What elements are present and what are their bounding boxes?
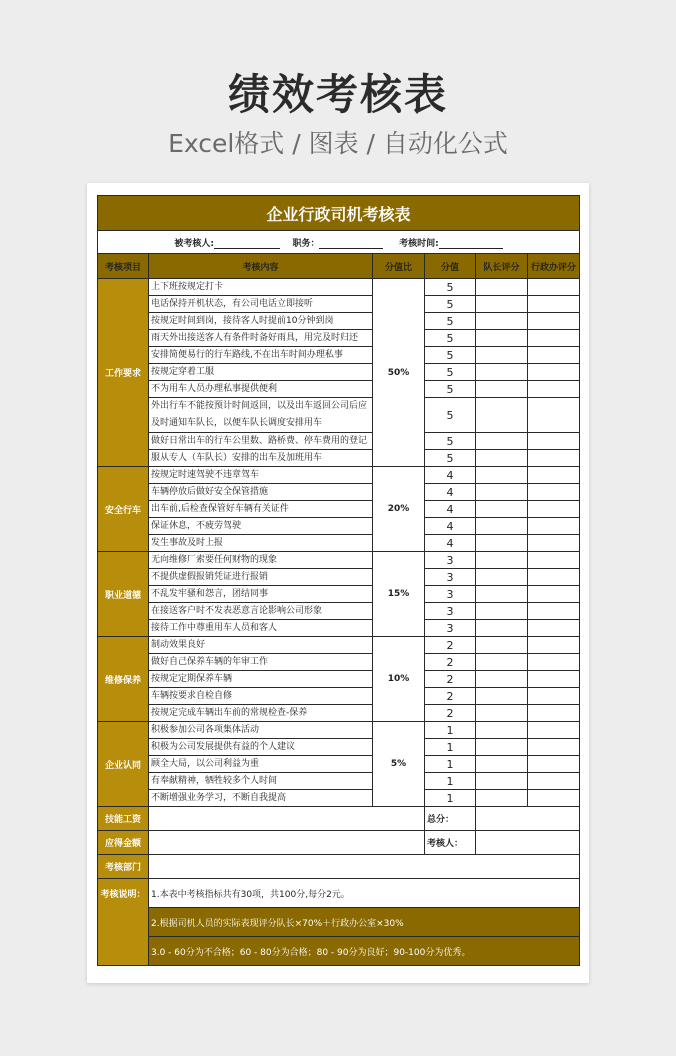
captain-score-input[interactable] — [476, 654, 528, 671]
admin-score-input[interactable] — [528, 433, 580, 450]
score-cell: 4 — [425, 535, 476, 552]
captain-score-input[interactable] — [476, 671, 528, 688]
spreadsheet-card — [87, 183, 589, 983]
header-admin-score: 行政办评分 — [528, 254, 580, 279]
admin-score-input[interactable] — [528, 313, 580, 330]
note-2: 2.根据司机人员的实际表现评分队长×70%＋行政办公室×30% — [149, 908, 580, 937]
score-cell: 3 — [425, 552, 476, 569]
score-cell: 2 — [425, 637, 476, 654]
hero-title: 绩效考核表 — [227, 70, 448, 119]
content-cell: 按规定穿着工服 — [149, 364, 373, 381]
date-label: 考核时间: — [399, 238, 439, 249]
content-cell: 制动效果良好 — [149, 637, 373, 654]
score-cell: 1 — [425, 739, 476, 756]
score-cell: 1 — [425, 773, 476, 790]
captain-score-input[interactable] — [476, 347, 528, 364]
content-cell: 不乱发牢骚和怨言，团结同事 — [149, 586, 373, 603]
header-ratio: 分值比 — [373, 254, 425, 279]
category-cell: 职业道德 — [98, 552, 149, 637]
table-row — [98, 603, 580, 620]
table-row — [98, 518, 580, 535]
table-row — [98, 705, 580, 722]
score-cell: 3 — [425, 569, 476, 586]
assessee-label: 被考核人: — [174, 238, 214, 249]
score-cell: 2 — [425, 654, 476, 671]
assessor-value[interactable] — [476, 831, 580, 855]
captain-score-input[interactable] — [476, 552, 528, 569]
admin-score-input[interactable] — [528, 586, 580, 603]
table-row — [98, 364, 580, 381]
category-cell: 安全行车 — [98, 467, 149, 552]
admin-score-input[interactable] — [528, 364, 580, 381]
captain-score-input[interactable] — [476, 705, 528, 722]
score-cell: 1 — [425, 756, 476, 773]
table-row — [98, 773, 580, 790]
table-row — [98, 552, 580, 569]
score-cell: 2 — [425, 688, 476, 705]
admin-score-input[interactable] — [528, 671, 580, 688]
admin-score-input[interactable] — [528, 773, 580, 790]
admin-score-input[interactable] — [528, 705, 580, 722]
assessment-table — [97, 195, 580, 966]
content-cell: 车辆停放后做好安全保管措施 — [149, 484, 373, 501]
admin-score-input[interactable] — [528, 501, 580, 518]
table-row — [98, 688, 580, 705]
summary-row — [98, 879, 580, 908]
score-cell: 1 — [425, 722, 476, 739]
ratio-cell: 15% — [373, 552, 425, 637]
header-score: 分值 — [425, 254, 476, 279]
admin-score-input[interactable] — [528, 756, 580, 773]
score-cell: 5 — [425, 433, 476, 450]
content-cell: 做好自己保养车辆的年审工作 — [149, 654, 373, 671]
score-cell: 5 — [425, 330, 476, 347]
content-cell: 有奉献精神，牺牲较多个人时间 — [149, 773, 373, 790]
score-cell: 1 — [425, 790, 476, 807]
department-label: 考核部门 — [98, 855, 149, 879]
notes-label: 考核说明： — [98, 879, 149, 966]
content-cell: 按规定定期保养车辆 — [149, 671, 373, 688]
total-value[interactable] — [476, 807, 580, 831]
score-cell: 5 — [425, 296, 476, 313]
table-row — [98, 569, 580, 586]
skill-wage-value[interactable] — [149, 807, 425, 831]
admin-score-input[interactable] — [528, 381, 580, 398]
captain-score-input[interactable] — [476, 501, 528, 518]
table-row — [98, 790, 580, 807]
ratio-cell: 5% — [373, 722, 425, 807]
table-row — [98, 467, 580, 484]
table-row — [98, 586, 580, 603]
admin-score-input[interactable] — [528, 654, 580, 671]
ratio-cell: 50% — [373, 279, 425, 467]
admin-score-input[interactable] — [528, 467, 580, 484]
content-cell: 保证休息，不疲劳驾驶 — [149, 518, 373, 535]
content-cell: 按规定时间到岗，接待客人时提前10分钟到岗 — [149, 313, 373, 330]
score-cell: 5 — [425, 313, 476, 330]
captain-score-input[interactable] — [476, 586, 528, 603]
table-row — [98, 535, 580, 552]
summary-row — [98, 855, 580, 879]
admin-score-input[interactable] — [528, 296, 580, 313]
captain-score-input[interactable] — [476, 381, 528, 398]
table-row — [98, 398, 580, 433]
sheet-title: 企业行政司机考核表 — [98, 196, 580, 231]
content-cell: 发生事故及时上报 — [149, 535, 373, 552]
admin-score-input[interactable] — [528, 790, 580, 807]
table-row — [98, 296, 580, 313]
admin-score-input[interactable] — [528, 739, 580, 756]
content-cell: 电话保持开机状态，有公司电话立即接听 — [149, 296, 373, 313]
note-3: 3.0 - 60分为不合格；60 - 80分为合格；80 - 90分为良好；90-100分为优秀。 — [149, 937, 580, 966]
content-cell: 按规定完成车辆出车前的常规检查-保养 — [149, 705, 373, 722]
table-row — [98, 279, 580, 296]
table-row — [98, 381, 580, 398]
content-cell: 上下班按规定打卡 — [149, 279, 373, 296]
total-label: 总分： — [425, 807, 476, 831]
captain-score-input[interactable] — [476, 773, 528, 790]
score-cell: 2 — [425, 671, 476, 688]
skill-wage-label: 技能工资 — [98, 807, 149, 831]
header-row — [98, 254, 580, 279]
admin-score-input[interactable] — [528, 569, 580, 586]
score-cell: 3 — [425, 586, 476, 603]
content-cell: 顾全大局，以公司利益为重 — [149, 756, 373, 773]
captain-score-input[interactable] — [476, 722, 528, 739]
ratio-cell: 10% — [373, 637, 425, 722]
score-cell: 5 — [425, 381, 476, 398]
captain-score-input[interactable] — [476, 296, 528, 313]
date-field[interactable] — [439, 238, 503, 249]
content-cell: 不提供虚假报销凭证进行报销 — [149, 569, 373, 586]
table-row — [98, 722, 580, 739]
table-row — [98, 637, 580, 654]
admin-score-input[interactable] — [528, 484, 580, 501]
score-cell: 3 — [425, 603, 476, 620]
content-cell: 雨天外出接送客人有条件时备好雨具，用完及时归还 — [149, 330, 373, 347]
content-cell: 不为用车人员办理私事提供便利 — [149, 381, 373, 398]
content-cell: 接待工作中尊重用车人员和客人 — [149, 620, 373, 637]
captain-score-input[interactable] — [476, 364, 528, 381]
score-cell: 3 — [425, 620, 476, 637]
assessee-field[interactable] — [214, 238, 280, 249]
assessor-label: 考核人： — [425, 831, 476, 855]
score-cell: 4 — [425, 518, 476, 535]
captain-score-input[interactable] — [476, 756, 528, 773]
captain-score-input[interactable] — [476, 398, 528, 433]
score-cell: 5 — [425, 347, 476, 364]
admin-score-input[interactable] — [528, 722, 580, 739]
captain-score-input[interactable] — [476, 279, 528, 296]
admin-score-input[interactable] — [528, 518, 580, 535]
header-content: 考核内容 — [149, 254, 373, 279]
admin-score-input[interactable] — [528, 347, 580, 364]
category-cell: 企业认同 — [98, 722, 149, 807]
ratio-cell: 20% — [373, 467, 425, 552]
admin-score-input[interactable] — [528, 603, 580, 620]
category-cell: 维修保养 — [98, 637, 149, 722]
summary-row — [98, 807, 580, 831]
table-row — [98, 620, 580, 637]
admin-score-input[interactable] — [528, 330, 580, 347]
content-cell: 安排简便易行的行车路线,不在出车时间办理私事 — [149, 347, 373, 364]
admin-score-input[interactable] — [528, 450, 580, 467]
admin-score-input[interactable] — [528, 279, 580, 296]
content-cell: 做好日常出车的行车公里数、路桥费、停车费用的登记 — [149, 433, 373, 450]
captain-score-input[interactable] — [476, 518, 528, 535]
score-cell: 4 — [425, 501, 476, 518]
content-cell: 出车前,后检查保管好车辆有关证件 — [149, 501, 373, 518]
score-cell: 5 — [425, 364, 476, 381]
summary-row — [98, 937, 580, 966]
info-row — [98, 231, 580, 254]
admin-score-input[interactable] — [528, 552, 580, 569]
captain-score-input[interactable] — [476, 637, 528, 654]
position-label: 职务： — [292, 238, 320, 249]
content-cell: 不断增强业务学习，不断自我提高 — [149, 790, 373, 807]
table-row — [98, 484, 580, 501]
captain-score-input[interactable] — [476, 569, 528, 586]
content-cell: 积极参加公司各项集体活动 — [149, 722, 373, 739]
table-row — [98, 347, 580, 364]
table-row — [98, 654, 580, 671]
admin-score-input[interactable] — [528, 620, 580, 637]
table-row — [98, 739, 580, 756]
table-row — [98, 501, 580, 518]
captain-score-input[interactable] — [476, 467, 528, 484]
captain-score-input[interactable] — [476, 790, 528, 807]
content-cell: 无向维修厂索要任何财物的现象 — [149, 552, 373, 569]
due-amount-value[interactable] — [149, 831, 425, 855]
captain-score-input[interactable] — [476, 688, 528, 705]
header-category: 考核项目 — [98, 254, 149, 279]
department-value[interactable] — [149, 855, 580, 879]
admin-score-input[interactable] — [528, 637, 580, 654]
table-row — [98, 756, 580, 773]
note-1: 1.本表中考核指标共有30项，共100分,每分2元。 — [149, 879, 580, 908]
content-cell: 车辆按要求自检自修 — [149, 688, 373, 705]
captain-score-input[interactable] — [476, 739, 528, 756]
table-row — [98, 330, 580, 347]
score-cell: 4 — [425, 484, 476, 501]
summary-row — [98, 908, 580, 937]
header-captain-score: 队长评分 — [476, 254, 528, 279]
due-amount-label: 应得金额 — [98, 831, 149, 855]
captain-score-input[interactable] — [476, 603, 528, 620]
summary-row — [98, 831, 580, 855]
score-cell: 5 — [425, 450, 476, 467]
position-field[interactable] — [319, 238, 383, 249]
admin-score-input[interactable] — [528, 535, 580, 552]
score-cell: 5 — [425, 398, 476, 433]
captain-score-input[interactable] — [476, 433, 528, 450]
table-row — [98, 671, 580, 688]
table-row — [98, 450, 580, 467]
category-cell: 工作要求 — [98, 279, 149, 467]
content-cell: 外出行车不能按预计时间返回，以及出车返回公司后应及时通知车队长，以便车队长调度安排用车 — [149, 398, 373, 433]
table-row — [98, 313, 580, 330]
content-cell: 按规定时速驾驶不违章驾车 — [149, 467, 373, 484]
captain-score-input[interactable] — [476, 330, 528, 347]
admin-score-input[interactable] — [528, 398, 580, 433]
admin-score-input[interactable] — [528, 688, 580, 705]
captain-score-input[interactable] — [476, 484, 528, 501]
score-cell: 2 — [425, 705, 476, 722]
hero-subtitle: Excel格式 / 图表 / 自动化公式 — [168, 129, 508, 158]
content-cell: 积极为公司发展提供有益的个人建议 — [149, 739, 373, 756]
score-cell: 5 — [425, 279, 476, 296]
captain-score-input[interactable] — [476, 535, 528, 552]
captain-score-input[interactable] — [476, 620, 528, 637]
captain-score-input[interactable] — [476, 450, 528, 467]
content-cell: 在接送客户时不发表恶意言论影响公司形象 — [149, 603, 373, 620]
content-cell: 服从专人（车队长）安排的出车及加班用车 — [149, 450, 373, 467]
score-cell: 4 — [425, 467, 476, 484]
table-row — [98, 433, 580, 450]
captain-score-input[interactable] — [476, 313, 528, 330]
